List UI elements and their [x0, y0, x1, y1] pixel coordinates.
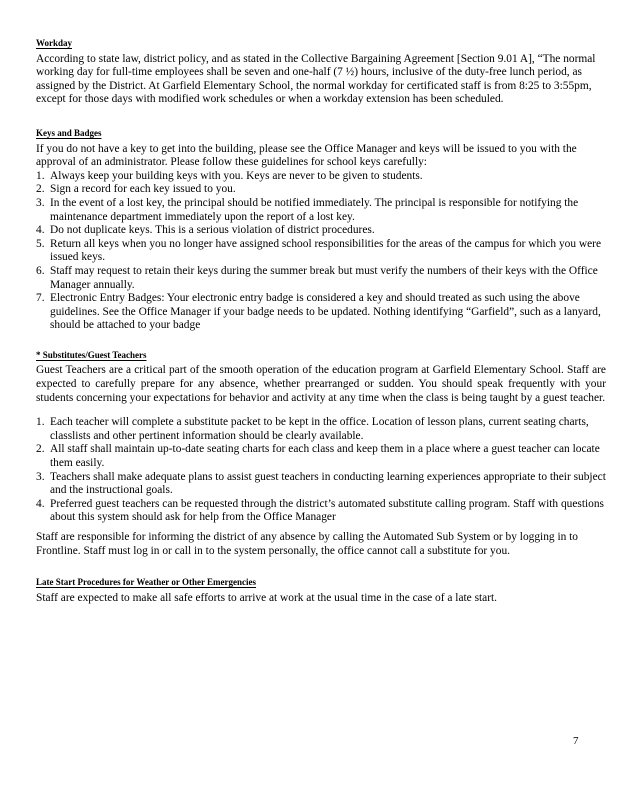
keys-heading: Keys and Badges [36, 127, 102, 138]
list-item [36, 498, 606, 525]
list-item-number: 1. [36, 169, 45, 182]
list-item-text: All staff shall maintain up-to-date seating charts for each class and keep them in a place where a guest teacher can locate them easily. [50, 443, 600, 470]
document-page [36, 37, 606, 605]
substitutes-section [36, 349, 606, 363]
list-item [36, 416, 606, 443]
list-item-number: 6. [36, 264, 45, 277]
list-item-number: 5. [36, 237, 45, 250]
list-item-text: Sign a record for each key issued to you. [50, 183, 236, 196]
list-item-text: Do not duplicate keys. This is a serious violation of district procedures. [50, 224, 375, 237]
workday-body: According to state law, district policy, and as stated in the Collective Bargaining Agreement [Section 9.01 A], “The normal working day for full-time employees shall be seven and one-half (7 ½) hours, inclusive of the duty-free lunch period, as assigned by the District. At Garfield Elementary School, the normal workday for certificated staff is from 8:25 to 3:55pm, except for those days with modified work schedules or when a workday extension has been scheduled. [36, 52, 596, 106]
list-item-number: 3. [36, 470, 45, 483]
list-item-text: Return all keys when you no longer have assigned school responsibilities for the areas of the campus for which you were issued keys. [50, 237, 602, 264]
list-item-text: Each teacher will complete a substitute packet to be kept in the office. Location of lesson plans, current seating charts, classlists and other pertinent information should be clearly available. [50, 416, 589, 442]
list-item-text: Preferred guest teachers can be requested through the district’s automated substitute calling program. Staff with questions about this system should ask for help from the Office Manager [50, 497, 604, 524]
substitutes-intro: Guest Teachers are a critical part of the smooth operation of the education program at Garfield Elementary School. Staff are expected to carefully prepare for any absence, whether prearranged or sudden. You should speak frequently with your students concerning your expectations for behavior and activity at any time when the class is being taught by a guest teacher. [36, 364, 606, 404]
late-start-heading: Late Start Procedures for Weather or Other Emergencies [36, 577, 257, 588]
list-item [36, 224, 606, 238]
list-item [36, 292, 606, 333]
workday-heading: Workday [36, 38, 73, 48]
list-item-text: Teachers shall make adequate plans to assist guest teachers in conducting learning experiences appropriate to their subject and the instructional goals. [50, 470, 606, 497]
list-item-number: 7. [36, 292, 45, 305]
list-item-number: 2. [36, 443, 45, 456]
list-item-text: Always keep your building keys with you. Keys are never to be given to students. [50, 169, 423, 182]
workday-section [36, 37, 606, 51]
keys-list [36, 170, 606, 333]
late-start-section [36, 576, 606, 590]
list-item-number: 2. [36, 183, 45, 196]
keys-section [36, 127, 606, 141]
substitutes-closing: Staff are responsible for informing the district of any absence by calling the Automated Sub System or by logging in to Frontline. Staff must log in or call in to the system personally, the office cannot call a substitute for you. [36, 531, 579, 557]
keys-intro: If you do not have a key to get into the building, please see the Office Manager and keys will be issued to you with the approval of an administrator. Please follow these guidelines for school keys carefully: [36, 142, 577, 169]
list-item-text: Electronic Entry Badges: Your electronic entry badge is considered a key and should treated as such using the above guidelines. See the Office Manager if your badge needs to be updated. Nothing identifying “Garfield”, such as a lanyard, should be attached to your badge [50, 292, 601, 332]
page-number: 7 [573, 735, 579, 747]
substitutes-heading: * Substitutes/Guest Teachers [36, 349, 147, 360]
list-item-number: 4. [36, 224, 45, 237]
list-item [36, 471, 606, 498]
list-item-number: 3. [36, 196, 45, 209]
list-item-text: In the event of a lost key, the principal should be notified immediately. The principal is responsible for notifying the maintenance department immediately upon the report of a lost key. [50, 196, 579, 223]
list-item [36, 265, 606, 292]
list-item [36, 197, 606, 224]
late-start-body: Staff are expected to make all safe efforts to arrive at work at the usual time in the case of a late start. [36, 591, 498, 604]
list-item [36, 238, 606, 265]
list-item [36, 170, 606, 184]
list-item-number: 1. [36, 416, 45, 429]
list-item-text: Staff may request to retain their keys during the summer break but must verify the numbers of their keys with the Office Manager annually. [50, 264, 598, 291]
list-item-number: 4. [36, 497, 45, 510]
substitutes-list [36, 416, 606, 525]
list-item [36, 183, 606, 197]
list-item [36, 443, 606, 470]
